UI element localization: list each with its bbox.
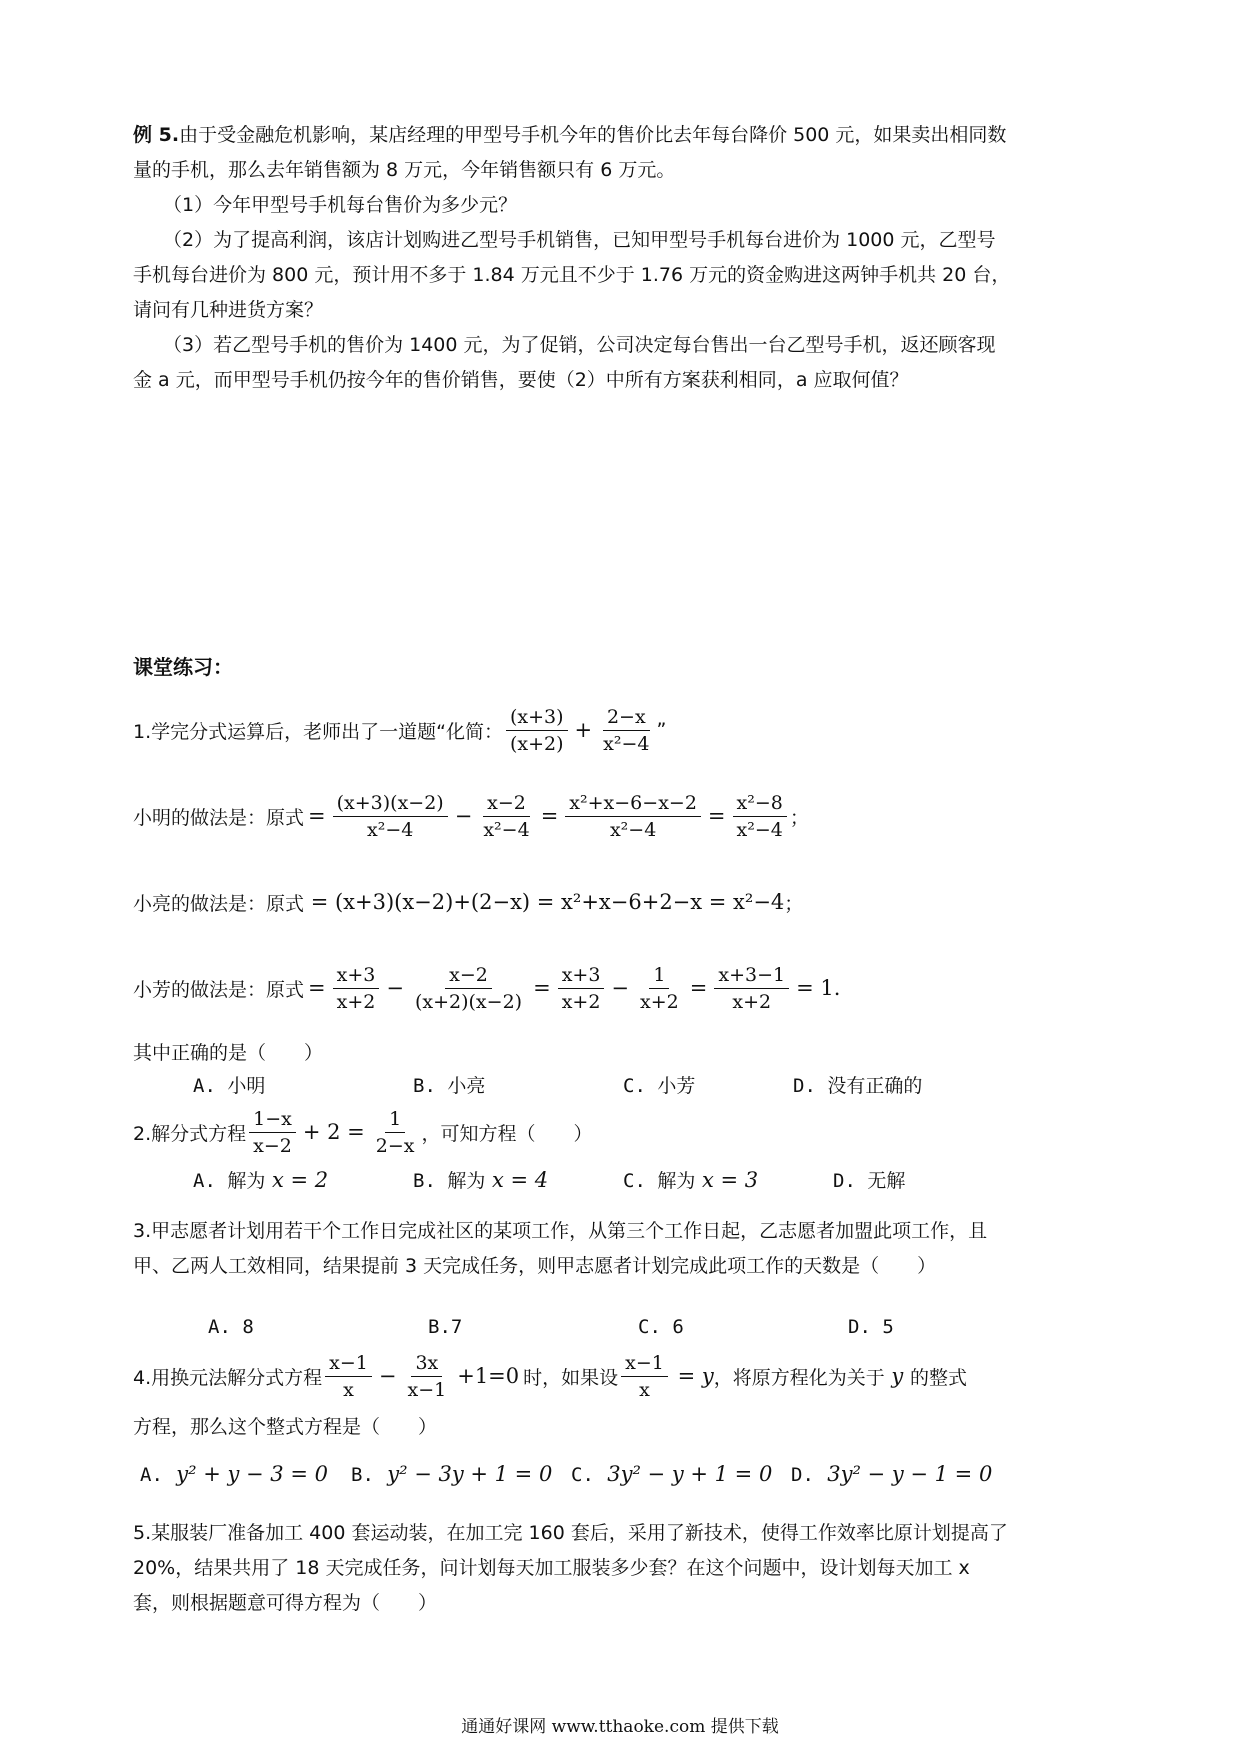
example-5-q2 bbox=[133, 223, 1013, 328]
option-d-text: D. bbox=[791, 1464, 814, 1486]
xiaoliang-label: 小亮的做法是：原式 bbox=[133, 892, 305, 915]
option-a: A. 小明 bbox=[193, 1075, 266, 1097]
fraction: $\frac{(x+3)}{(x+2)}$ bbox=[506, 704, 568, 757]
option-d: D. 5 bbox=[848, 1316, 894, 1338]
xiaoming-label: 小明的做法是：原式 bbox=[133, 806, 305, 829]
xiaofang-solution: 小芳的做法是：原式 = $\frac{x+3}{x+2}$ − $\frac{x-2}{(x+2)(x-2)}$ = $\frac{x+3}{x+2}$ − $\frac{1}{x+2}$ = $\frac{x+3-1}{x+2}$ = 1. bbox=[133, 963, 841, 1013]
problem-4-mid: 时，如果设 bbox=[523, 1366, 619, 1389]
xiaofang-label: 小芳的做法是：原式 bbox=[133, 978, 305, 1001]
option-d: D. 无解 bbox=[833, 1170, 906, 1192]
option-c: C. 6 bbox=[638, 1316, 684, 1338]
xiaoliang-expression: = (x+3)(x−2)+(2−x) = x²+x−6+2−x = x²−4 bbox=[304, 890, 785, 914]
fraction: $\frac{x-1}{x}$ bbox=[325, 1350, 372, 1403]
problem-1-intro-text: 1.学完分式运算后，老师出了一道题“化简： bbox=[133, 720, 503, 743]
option-a: A. 8 bbox=[208, 1316, 254, 1338]
fraction: $\frac{x-2}{\text{x²−4}}$ bbox=[483, 791, 530, 841]
option-d: D. 3y² − y − 1 = 0 bbox=[791, 1462, 993, 1486]
problem-3: 3.甲志愿者计划用若干个工作日完成社区的某项工作，从第三个工作日起，乙志愿者加盟此项工作，且甲、乙两人工效相同，结果提前 3 天完成任务，则甲志愿者计划完成此项工作的天数是（ ） bbox=[133, 1220, 988, 1277]
fraction: $\frac{\text{x²+x−6−x−2}}{\text{x²−4}}$ bbox=[565, 790, 701, 843]
fraction: $\frac{(x+3)(x-2)}{\text{x²−4}}$ bbox=[333, 790, 448, 843]
option-a-text: A. 解为 bbox=[193, 1170, 266, 1192]
option-b: B. 小亮 bbox=[413, 1075, 486, 1097]
problem-3-options bbox=[133, 1316, 1013, 1350]
problem-4-line2: 方程，那么这个整式方程是（ ） bbox=[133, 1416, 438, 1438]
option-c: C. 小芳 bbox=[623, 1075, 696, 1097]
option-d: D. 没有正确的 bbox=[793, 1075, 923, 1097]
option-b: B.7 bbox=[428, 1316, 463, 1338]
fraction: $\frac{1}{2-x}$ bbox=[375, 1107, 415, 1157]
option-b-text: B. 解为 bbox=[413, 1170, 486, 1192]
fraction: $\frac{\text{x²−8}}{\text{x²−4}}$ bbox=[733, 790, 787, 843]
problem-1-options bbox=[133, 1071, 1013, 1105]
option-c: C. 解为 x = 3 bbox=[623, 1168, 759, 1192]
example-5 bbox=[133, 118, 1013, 398]
problem-4-intro: 4.用换元法解分式方程 bbox=[133, 1366, 323, 1389]
problem-5: 5.某服装厂准备加工 400 套运动装，在加工完 160 套后，采用了新技术，使得工作效率比原计划提高了 20%，结果共用了 18 天完成任务，问计划每天加工服装多少套？在这个问题中，设计划每天加工 x 套，则根据题意可得方程为（ ） bbox=[133, 1522, 1008, 1614]
option-c-text: C. 解为 bbox=[623, 1170, 696, 1192]
fraction: $\frac{x-1}{x}$ bbox=[621, 1350, 668, 1403]
option-b: B. y² − 3y + 1 = 0 bbox=[351, 1462, 553, 1486]
option-b: B. 解为 x = 4 bbox=[413, 1168, 549, 1192]
fraction: $\frac{3x}{x-1}$ bbox=[407, 1351, 447, 1401]
problem-2-after: ，可知方程（ ） bbox=[421, 1122, 593, 1145]
fraction: $\frac{x+3-1}{x+2}$ bbox=[714, 962, 789, 1015]
option-b-text: B. bbox=[351, 1464, 374, 1486]
example-5-q1: （1）今年甲型号手机每台售价为多少元？ bbox=[163, 194, 518, 216]
example-5-q2-text: （2）为了提高利润，该店计划购进乙型号手机销售，已知甲型号手机每台进价为 1000 元，乙型号手机每台进价为 800 元，预计用不多于 1.84 万元且不少于 1.76 万元的资金购进这两钟手机共 20 台，请问有几种进货方案？ bbox=[133, 229, 1011, 321]
problem-2: 2.解分式方程 $\frac{1-x}{x-2}$ + 2 = $\frac{1}{2-x}$ ，可知方程（ ） bbox=[133, 1107, 593, 1157]
xiaoliang-solution: 小亮的做法是：原式 = (x+3)(x−2)+(2−x) = x²+x−6+2−x = x²−4 ； bbox=[133, 890, 804, 915]
problem-4-after2: 的整式 bbox=[909, 1366, 967, 1389]
fraction: $\frac{x+3}{x+2}$ bbox=[333, 962, 380, 1015]
example-5-q3-text: （3）若乙型号手机的售价为 1400 元，为了促销，公司决定每台售出一台乙型号手机，返还顾客现金 a 元，而甲型号手机仍按今年的售价销售，要使（2）中所有方案获利相同，a 应取何值？ bbox=[133, 334, 996, 391]
problem-1-close-quote: ” bbox=[656, 719, 667, 741]
fraction: $\frac{x-2}{(x+2)(x-2)}$ bbox=[414, 963, 523, 1013]
page-footer: 通通好课网 www.tthaoke.com 提供下载 bbox=[461, 1717, 779, 1737]
problem-2-options bbox=[133, 1166, 1013, 1200]
problem-4-options bbox=[133, 1462, 1013, 1496]
example-5-stem bbox=[133, 118, 1013, 188]
problem-4: 4.用换元法解分式方程 $\frac{x-1}{x}$ − $\frac{3x}{x-1}$ +1=0 时，如果设 $\frac{x-1}{x}$ = y ，将原方程化为关于 y 的整式 bbox=[133, 1351, 967, 1401]
problem-4-after1: ，将原方程化为关于 bbox=[713, 1366, 885, 1389]
option-c-text: C. bbox=[571, 1464, 594, 1486]
fraction: $\frac{x+3}{x+2}$ bbox=[558, 962, 605, 1015]
example-5-text: 由于受金融危机影响，某店经理的甲型号手机今年的售价比去年每台降价 500 元，如果卖出相同数量的手机，那么去年销售额为 8 万元，今年销售额只有 6 万元。 bbox=[133, 124, 1007, 181]
practice-heading: 课堂练习： bbox=[133, 655, 233, 679]
option-a: A. y² + y − 3 = 0 bbox=[140, 1462, 328, 1486]
fraction: $\frac{2-x}{\text{x²−4}}$ bbox=[603, 705, 650, 755]
option-c: C. 3y² − y + 1 = 0 bbox=[571, 1462, 773, 1486]
fraction: $\frac{1-x}{x-2}$ bbox=[249, 1106, 296, 1159]
problem-1-ask: 其中正确的是（ ） bbox=[133, 1042, 324, 1064]
fraction: $\frac{1}{x+2}$ bbox=[640, 963, 679, 1013]
problem-1-intro: 1.学完分式运算后，老师出了一道题“化简： $\frac{(x+3)}{(x+2)}$ + $\frac{2-x}{\text{x²−4}}$ ” bbox=[133, 705, 667, 755]
option-a: A. 解为 x = 2 bbox=[193, 1168, 329, 1192]
example-5-q3 bbox=[133, 328, 1013, 398]
option-a-text: A. bbox=[140, 1464, 163, 1486]
example-5-label: 例 5. bbox=[133, 124, 180, 146]
xiaoming-solution: 小明的做法是：原式 = $\frac{(x+3)(x-2)}{\text{x²−4}}$ − $\frac{x-2}{\text{x²−4}}$ = $\frac{\text{x²+x−6−x−2}}{\text{x²−4}}$ = $\frac{\text{x²−8}}{\text{x²−4}}$ ； bbox=[133, 791, 809, 841]
problem-2-intro: 2.解分式方程 bbox=[133, 1122, 247, 1145]
